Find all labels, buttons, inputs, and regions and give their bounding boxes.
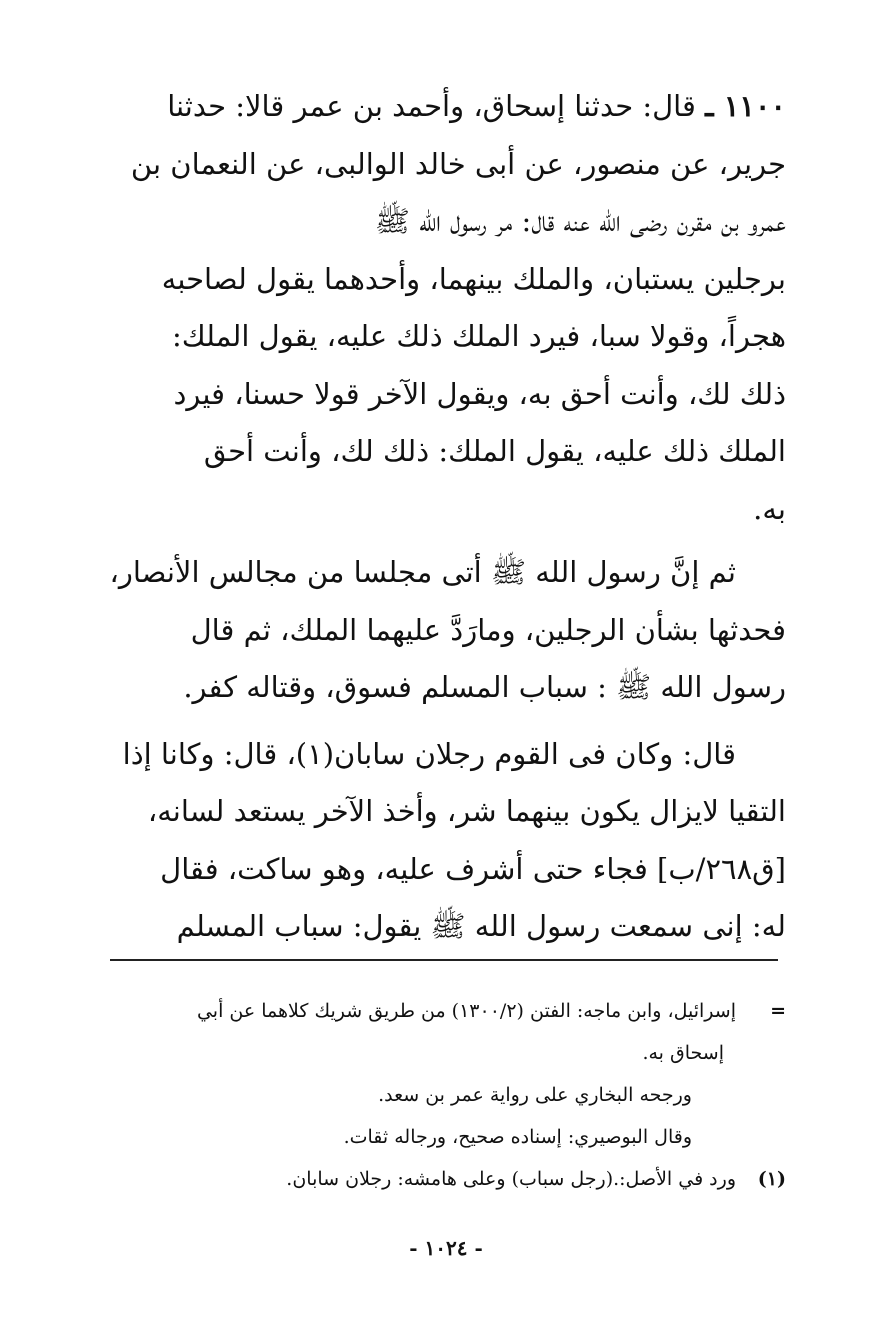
footnote-continuation-line-1: =إسرائيل، وابن ماجه: الفتن (١٣٠٠/٢) من طريق شريك كلاهما عن أبي <box>60 990 786 1032</box>
continuation-mark: = <box>770 1000 786 1022</box>
hadith-line-3: عمرو بن مقرن رضى الله عنه قال: مر رسول الله ﷺ <box>374 204 786 238</box>
hadith-line-2: جرير، عن منصور، عن أبى خالد الوالبى، عن النعمان بن <box>130 146 786 181</box>
paragraph3-line-4: له: إنى سمعت رسول الله ﷺ يقول: سباب المسلم <box>176 909 786 943</box>
footnote-separator <box>110 959 778 961</box>
paragraph3-line-2: التقيا لايزال يكون بينهما شر، وأخذ الآخر يستعد لسانه، <box>147 794 786 828</box>
main-text <box>70 78 786 956</box>
paragraph-gap <box>70 717 786 726</box>
page-number: - ١٠٢٤ - <box>409 1236 483 1260</box>
hadith-line-6: ذلك لك، وأنت أحق به، ويقول الآخر قولا حسنا، فيرد <box>173 376 786 411</box>
hadith-line-8: به. <box>753 491 786 526</box>
hadith-line-5: هجراً، وقولا سبا، فيرد الملك ذلك عليه، يقول الملك: <box>171 319 786 353</box>
hadith-line-4: برجلين يستبان، والملك بينهما، وأحدهما يقول لصاحبه <box>161 261 786 296</box>
footnote-sub-line-1: ورجحه البخاري على رواية عمر بن سعد. <box>378 1084 692 1106</box>
paragraph3-line-3: [ق٢٦٨/ب] فجاء حتى أشرف عليه، وهو ساكت، فقال <box>160 851 786 886</box>
hadith-line-7: الملك ذلك عليه، يقول الملك: ذلك لك، وأنت أحق <box>203 434 786 468</box>
paragraph2-line-1: ثم إنَّ رسول الله ﷺ أتى مجلسا من مجالس الأنصار، <box>109 555 736 589</box>
footnote-1: (١)ورد في الأصل:.(رجل سباب) وعلى هامشه: رجلان سابان. <box>60 1158 786 1200</box>
paragraph2-line-2: فحدثها بشأن الرجلين، ومارَدَّ عليهما الملك، ثم قال <box>190 612 786 647</box>
hadith-line-1: ١١٠٠ ـ قال: حدثنا إسحاق، وأحمد بن عمر قالا: حدثنا <box>167 89 786 123</box>
footnote-sub-line-2: وقال البوصيري: إسناده صحيح، ورجاله ثقات. <box>343 1126 692 1148</box>
paragraph2-line-3: رسول الله ﷺ : سباب المسلم فسوق، وقتاله كفر. <box>183 670 786 704</box>
footnote-continuation-line-2: إسحاق به. <box>642 1042 724 1064</box>
footnotes <box>60 990 786 1200</box>
paragraph3-line-1: قال: وكان فى القوم رجلان سابان(١)، قال: وكانا إذا <box>122 736 736 771</box>
hadith-number: ١١٠٠ ـ <box>705 89 786 123</box>
footnote-1-mark: (١) <box>757 1168 786 1190</box>
